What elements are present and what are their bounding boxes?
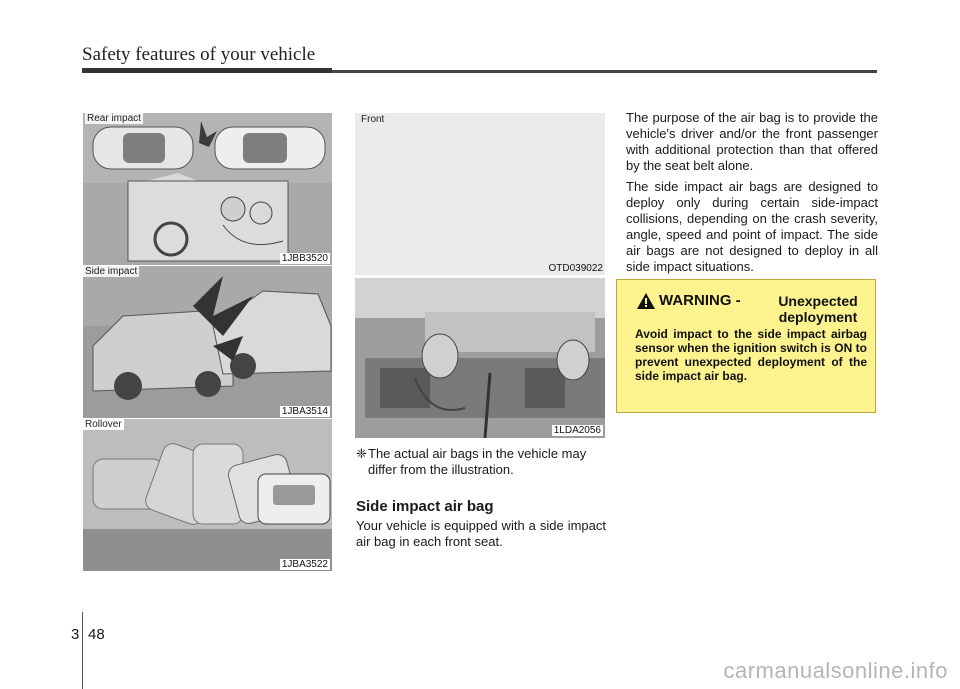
figure-code-rear: 1JBB3520 — [281, 253, 328, 264]
warning-subtitle: Unexpected deployment — [778, 293, 858, 325]
figure-label-side: Side impact — [85, 266, 138, 277]
section-body: Your vehicle is equipped with a side impact air bag in each front seat. — [356, 518, 606, 549]
warning-body: Avoid impact to the side impact airbag sensor when the ignition switch is ON to prevent unexpected deployment of the side impact air bag. — [635, 327, 867, 383]
right-paragraph-1: The purpose of the air bag is to provide the vehicle's driver and/or the front passenger with additional protection than that offered by the seat belt alone. — [626, 110, 878, 173]
rear-impact-illustration — [83, 113, 332, 265]
right-paragraph-2: The side impact air bags are designed to deploy only during certain side-impact collisions, depending on the crash severity, angle, speed and point of impact. The side air bags are not designed to deploy in all side impact situations. — [626, 179, 878, 274]
figure-label-front: Front — [361, 114, 385, 125]
figure-side-impact — [83, 266, 332, 418]
rollover-illustration — [83, 419, 332, 571]
footer-page-number: 48 — [88, 626, 105, 643]
figure-code-rollover: 1JBA3522 — [281, 559, 328, 570]
footer-chapter-number: 3 — [71, 626, 80, 643]
side-impact-illustration — [83, 266, 332, 418]
caption-line2: differ from the illustration. — [368, 462, 514, 477]
warning-triangle-icon — [637, 293, 655, 309]
figure-code-front: OTD039022 — [548, 263, 603, 274]
figure-caption — [356, 446, 606, 478]
warning-box — [616, 279, 876, 413]
interior-airbag-illustration — [355, 278, 605, 438]
figure-code-interior: 1LDA2056 — [553, 425, 601, 436]
figure-label-rear: Rear impact — [87, 113, 141, 124]
page-header-title: Safety features of your vehicle — [82, 44, 316, 65]
figure-label-rollover: Rollover — [85, 419, 122, 430]
caption-line1: The actual air bags in the vehicle may — [368, 446, 587, 461]
footer-divider — [82, 612, 83, 689]
warning-title: WARNING - — [659, 292, 741, 309]
figure-rollover — [83, 419, 332, 571]
right-column — [626, 110, 878, 280]
figure-front — [355, 113, 605, 275]
section-heading: Side impact air bag — [356, 498, 494, 515]
figure-code-side: 1JBA3514 — [281, 406, 328, 417]
watermark: carmanualsonline.info — [723, 658, 948, 683]
header-rule-accent — [82, 68, 332, 73]
figure-rear-impact — [83, 113, 332, 265]
caption-mark: ❈ — [356, 446, 367, 461]
figure-interior-airbag — [355, 278, 605, 438]
